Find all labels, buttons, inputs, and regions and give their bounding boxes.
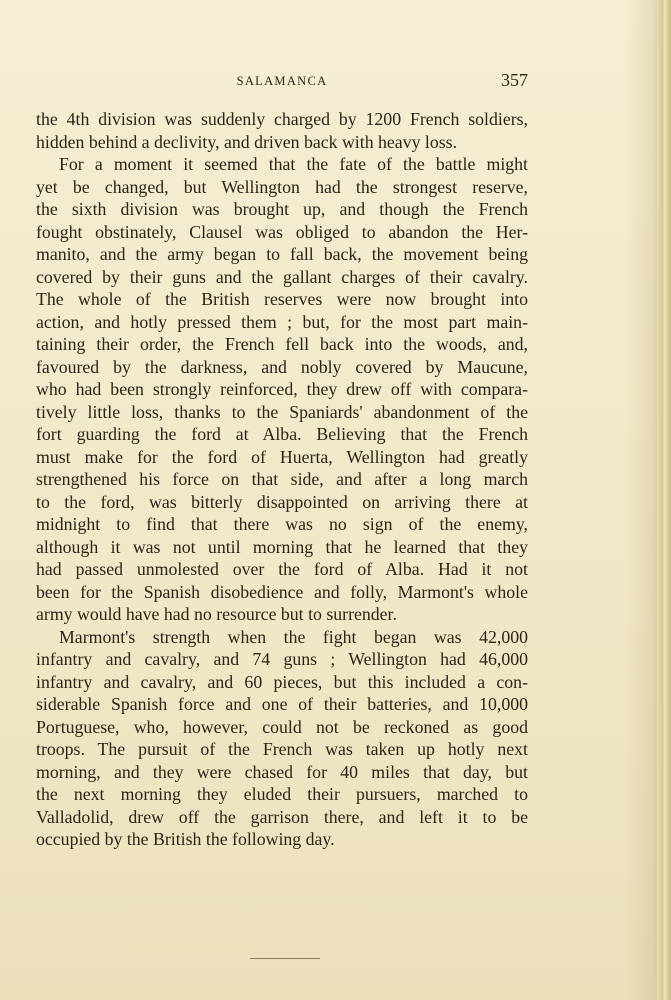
text-line: army would have had no resource but to surrender. bbox=[36, 604, 397, 624]
text-line: taining their order, the French fell back into the woods, and, bbox=[36, 334, 528, 354]
text-line: favoured by the darkness, and nobly covered by Maucune, bbox=[36, 356, 528, 377]
text-line: midnight to find that there was no sign of the enemy, bbox=[36, 514, 528, 534]
body-text bbox=[36, 108, 528, 851]
text-line: infantry and cavalry, and 60 pieces, but this included a con- bbox=[36, 671, 528, 692]
text-line: Marmont's strength when the fight began was 42,000 bbox=[59, 626, 528, 647]
text-line: For a moment it seemed that the fate of the battle might bbox=[59, 154, 528, 174]
text-line: siderable Spanish force and one of their batteries, and 10,000 bbox=[36, 694, 528, 714]
text-line: hidden behind a declivity, and driven back with heavy loss. bbox=[36, 131, 458, 152]
text-line: the sixth division was brought up, and though the French bbox=[36, 199, 528, 219]
running-head bbox=[36, 70, 528, 92]
text-line: to the ford, was bitterly disappointed on arriving there at bbox=[36, 491, 528, 512]
text-line: fought obstinately, Clausel was obliged to abandon the Her- bbox=[36, 221, 528, 242]
text-line: occupied by the British the following day. bbox=[36, 829, 335, 849]
text-line: troops. The pursuit of the French was taken up hotly next bbox=[36, 739, 528, 759]
text-line: Valladolid, drew off the garrison there, and left it to be bbox=[36, 806, 528, 827]
running-head-title: SALAMANCA bbox=[236, 74, 328, 88]
text-line: manito, and the army began to fall back, the movement being bbox=[36, 244, 528, 264]
text-line: had passed unmolested over the ford of Alba. Had it not bbox=[36, 559, 528, 579]
text-line: the 4th division was suddenly charged by 1200 French soldiers, bbox=[36, 109, 528, 129]
footer-rule bbox=[250, 958, 320, 959]
text-line: covered by their guns and the gallant charges of their cavalry. bbox=[36, 266, 528, 287]
text-line: been for the Spanish disobedience and folly, Marmont's whole bbox=[36, 581, 528, 602]
text-line: infantry and cavalry, and 74 guns ; Wellington had 46,000 bbox=[36, 649, 528, 669]
page-edge bbox=[657, 0, 671, 1000]
page-number: 357 bbox=[501, 70, 528, 90]
text-line: must make for the ford of Huerta, Wellington had greatly bbox=[36, 446, 528, 467]
text-line: who had been strongly reinforced, they drew off with compara- bbox=[36, 379, 528, 399]
text-line: morning, and they were chased for 40 miles that day, but bbox=[36, 761, 528, 782]
text-line: although it was not until morning that he learned that they bbox=[36, 536, 528, 557]
text-line: strengthened his force on that side, and after a long march bbox=[36, 469, 528, 489]
text-line: action, and hotly pressed them ; but, for the most part main- bbox=[36, 311, 528, 332]
text-line: fort guarding the ford at Alba. Believing that the French bbox=[36, 424, 528, 444]
text-line: The whole of the British reserves were now brought into bbox=[36, 289, 528, 309]
text-line: tively little loss, thanks to the Spaniards' abandonment of the bbox=[36, 401, 528, 422]
text-line: Portuguese, who, however, could not be reckoned as good bbox=[36, 716, 528, 737]
text-line: yet be changed, but Wellington had the strongest reserve, bbox=[36, 176, 528, 197]
text-line: the next morning they eluded their pursuers, marched to bbox=[36, 784, 528, 804]
